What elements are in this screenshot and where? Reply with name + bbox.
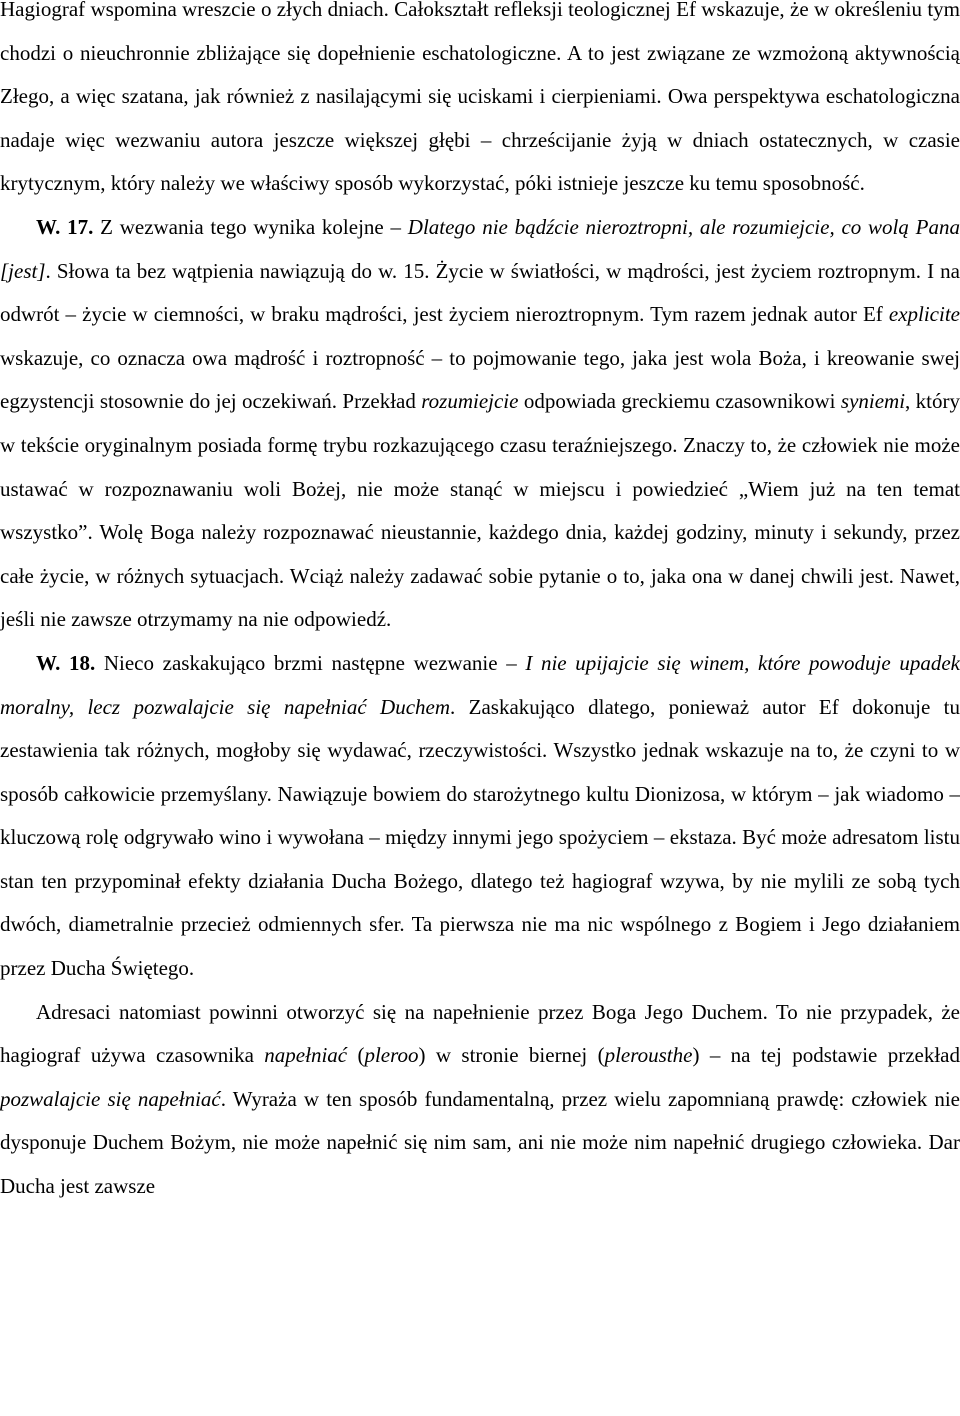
italic-text: Dlatego nie bądźcie nieroztropni, ale rozumiejcie, co wolą Pana [jest] [0,214,960,283]
italic-text: rozumiejcie [421,389,519,414]
text-segment: odpowiada greckiemu czasownikowi [518,389,841,414]
text-segment: . Zaskakująco dlatego, ponieważ autor Ef dokonuje tu zestawienia tak różnych, mogłoby się wydawać, rzeczywistości. Wszystko jednak wskazuje na to, że czyni to w sposób całkowicie przemyślany. Nawiązuje bowiem do starożytnego kultu Dionizosa, w którym – jak wiadomo – kluczową rolę odgrywało wino i wywołana – między innymi jego spożyciem – ekstaza. Być może adresatom listu stan ten przypominał efekty działania Ducha Bożego, dlatego też hagiograf wzywa, by nie mylili ze sobą tych dwóch, diametralnie przecież odmiennych sfer. Ta pierwsza nie ma nic wspólnego z Bogiem i Jego działaniem przez Ducha Świętego. [0,694,960,981]
text-segment: , który w tekście oryginalnym posiada formę trybu rozkazującego czasu teraźniejszego. Znaczy to, że człowiek nie może ustawać w rozpoznawaniu woli Bożej, nie może stanąć w miejscu i powiedzieć „Wiem już na ten temat wszystko”. Wolę Boga należy rozpoznawać nieustannie, każdego dnia, każdej godziny, minuty i sekundy, przez całe życie, w różnych sytuacjach. Wciąż należy zadawać sobie pytanie o to, jaka ona w danej chwili jest. Nawet, jeśli nie zawsze otrzymamy na nie odpowiedź. [0,389,960,632]
text-segment: Hagiograf wspomina wreszcie o złych dniach. Całokształt refleksji teologicznej Ef wskazuje, że w określeniu tym chodzi o nieuchronnie zbliżające się dopełnienie eschatologiczne. A to jest związane ze wzmożoną aktywnością Złego, a więc szatana, jak również z nasilającymi się uciskami i cierpieniami. Owa perspektywa eschatologiczna nadaje więc wezwaniu autora jeszcze większej głębi – chrześcijanie żyją w dniach ostatecznych, w czasie krytycznym, który należy we właściwy sposób wykorzystać, póki istnieje jeszcze ku temu sposobność. [0,0,960,196]
italic-text: explicite [888,302,960,327]
paragraph-4 [0,991,960,1209]
text-segment: wskazuje, co oznacza owa mądrość i roztropność – to pojmowanie tego, jaka jest wola Boża, i kreowanie swej egzystencji stosownie do jej oczekiwań. Przekład [0,345,960,414]
text-segment: ) w stronie biernej ( [418,1043,605,1068]
text-segment: ( [347,1043,365,1068]
italic-text: plerousthe [604,1043,693,1068]
verse-label: W. 17. [36,214,94,239]
italic-text: I nie upijajcie się winem, które powoduje upadek moralny, lecz pozwalajcie się napełniać Duchem [0,650,960,719]
text-segment: Z wezwania tego wynika kolejne – [93,214,408,239]
text-segment: . Wyraża w ten sposób fundamentalną, przez wielu zapomnianą prawdę: człowiek nie dysponuje Duchem Bożym, nie może napełnić się nim sam, ani nie może nim napełnić drugiego człowieka. Dar Ducha jest zawsze [0,1086,960,1199]
paragraph-3 [0,642,960,991]
italic-text: napełniać [264,1043,348,1068]
verse-label: W. 18. [36,650,96,675]
italic-text: pleroo [364,1043,419,1068]
text-segment: Nieco zaskakująco brzmi następne wezwanie – [95,650,526,675]
text-segment: ) – na tej podstawie przekład [692,1043,960,1068]
italic-text: syniemi [840,389,906,414]
paragraph-1 [0,0,960,206]
paragraph-2 [0,206,960,642]
italic-text: pozwalajcie się napełniać [0,1086,221,1111]
text-segment: . Słowa ta bez wątpienia nawiązują do w. 15. Życie w światłości, w mądrości, jest życiem roztropnym. I na odwrót – życie w ciemności, w braku mądrości, jest życiem nieroztropnym. Tym razem jednak autor Ef [0,258,960,327]
text-segment: Adresaci natomiast powinni otworzyć się na napełnienie przez Boga Jego Duchem. To nie przypadek, że hagiograf używa czasownika [0,999,960,1068]
